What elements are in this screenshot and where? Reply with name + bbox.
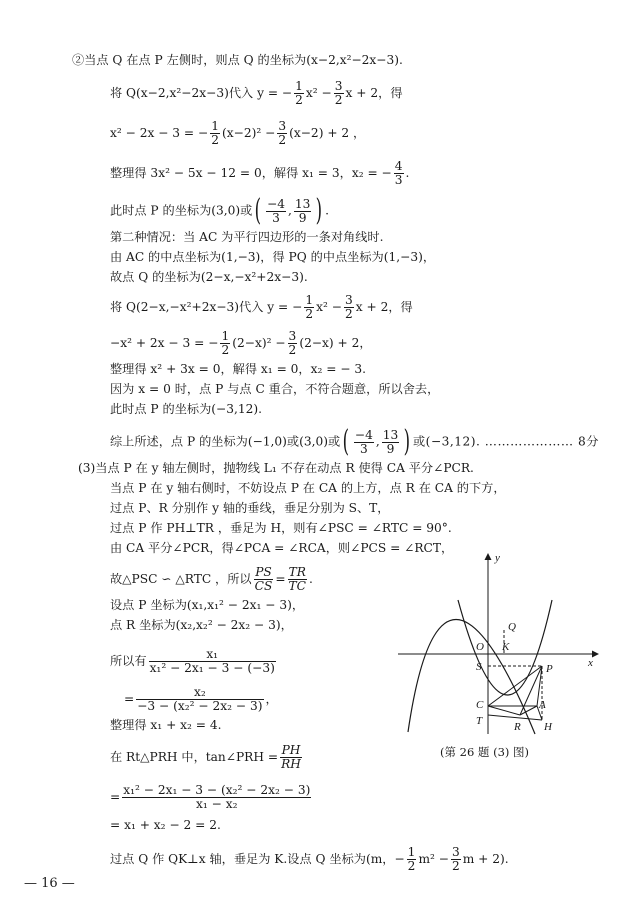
label-s: S bbox=[476, 661, 482, 673]
fraction-numerator: 3 bbox=[288, 329, 297, 343]
label-x: x bbox=[588, 657, 593, 669]
text-segment: x + 2，得 bbox=[355, 300, 413, 314]
fraction-denominator: CS bbox=[254, 579, 273, 593]
fraction-denominator: 2 bbox=[295, 93, 303, 107]
fraction-numerator: 3 bbox=[278, 119, 287, 133]
label-c: C bbox=[476, 699, 484, 711]
text-segment: 综上所述，点 P 的坐标为(−1,0)或(3,0)或 bbox=[110, 434, 341, 449]
segment-cr bbox=[488, 706, 520, 715]
fraction-denominator: 2 bbox=[344, 307, 353, 321]
fraction-numerator: x₂ bbox=[136, 686, 263, 700]
text-line bbox=[124, 686, 278, 713]
fraction bbox=[136, 686, 263, 713]
text-line bbox=[110, 744, 304, 771]
fraction bbox=[288, 330, 298, 357]
text-line: = x₁ + x₂ − 2 = 2. bbox=[110, 818, 221, 832]
segment-th bbox=[488, 715, 542, 720]
fraction bbox=[280, 744, 302, 771]
text-segment: x + 2，得 bbox=[345, 86, 403, 100]
fraction bbox=[382, 429, 400, 456]
label-t: T bbox=[476, 715, 483, 727]
text-segment: 过点 Q 作 QK⊥x 轴，垂足为 K.设点 Q 坐标为(m，− bbox=[110, 852, 405, 866]
text-line bbox=[110, 120, 365, 147]
figure-caption: (第 26 题 (3) 图) bbox=[440, 745, 530, 759]
fraction bbox=[394, 160, 404, 187]
text-segment: 整理得 3x² − 5x − 12 = 0，解得 x₁ = 3，x₂ = − bbox=[110, 166, 392, 180]
x-axis-arrow bbox=[592, 651, 599, 658]
fraction-numerator: −4 bbox=[354, 427, 373, 442]
fraction-numerator: PH bbox=[281, 743, 301, 757]
text-segment: . bbox=[309, 572, 313, 586]
fraction-numerator: 1 bbox=[305, 293, 314, 307]
text-line bbox=[110, 566, 313, 593]
label-o: O bbox=[476, 641, 484, 653]
text-segment: = bbox=[110, 790, 121, 804]
label-h: H bbox=[544, 721, 552, 733]
fraction-denominator: 2 bbox=[451, 859, 460, 873]
text-segment: 所以有 bbox=[110, 654, 147, 668]
fraction-denominator: 2 bbox=[211, 133, 219, 147]
y-axis-arrow bbox=[485, 553, 492, 560]
text-line: 整理得 x₁ + x₂ = 4. bbox=[110, 718, 222, 732]
text-segment: 故△PSC ∽ △RTC ，所以 bbox=[110, 572, 252, 586]
text-line: 由 CA 平分∠PCR，得∠PCA = ∠RCA，则∠PCS = ∠RCT， bbox=[110, 541, 454, 555]
fraction-numerator: 1 bbox=[211, 119, 219, 133]
text-line: 过点 P、R 分别作 y 轴的垂线，垂足分别为 S、T， bbox=[110, 501, 390, 515]
text-line: ②当点 Q 在点 P 左侧时，则点 Q 的坐标为(x−2,x²−2x−3). bbox=[72, 53, 403, 67]
text-segment: = bbox=[124, 692, 135, 706]
fraction-numerator: TR bbox=[288, 565, 306, 579]
fraction-denominator: 2 bbox=[305, 307, 314, 321]
text-line: 点 R 坐标为(x₂,x₂² − 2x₂ − 3)， bbox=[110, 618, 293, 632]
label-r: R bbox=[514, 721, 521, 733]
text-segment: (2−x) + 2， bbox=[299, 336, 372, 350]
text-segment: (x−2) + 2 ， bbox=[289, 126, 366, 140]
fraction-denominator: x₁² − 2x₁ − 3 − (−3) bbox=[149, 661, 275, 675]
fraction bbox=[220, 330, 230, 357]
fraction bbox=[354, 429, 374, 456]
text-segment: (x−2)² − bbox=[222, 126, 276, 140]
text-line bbox=[110, 294, 413, 321]
fraction-numerator: x₁² − 2x₁ − 3 − (x₂² − 2x₂ − 3) bbox=[123, 783, 311, 797]
text-line: 此时点 P 的坐标为(3,0)或( $\frac{-4}{3}$ , $\frac{13}{9}$ ) . bbox=[110, 193, 330, 228]
fraction bbox=[277, 120, 287, 147]
text-line: 设点 P 坐标为(x₁,x₁² − 2x₁ − 3)， bbox=[110, 598, 305, 612]
fraction bbox=[294, 80, 304, 107]
text-segment: 将 Q(x−2,x²−2x−3)代入 y = − bbox=[110, 86, 293, 100]
fraction bbox=[210, 120, 220, 147]
fraction bbox=[254, 566, 274, 593]
fraction-denominator: TC bbox=[288, 579, 306, 593]
fraction-numerator: 4 bbox=[394, 159, 403, 173]
fraction bbox=[334, 80, 344, 107]
text-segment: 或(−3,12). ………………… 8分 bbox=[413, 434, 599, 449]
segment-pc bbox=[488, 666, 542, 706]
fraction-numerator: 3 bbox=[344, 293, 353, 307]
text-line bbox=[110, 80, 403, 107]
text-segment: (2−x)² − bbox=[232, 336, 286, 350]
fraction-numerator: −4 bbox=[267, 196, 286, 211]
fraction bbox=[407, 846, 417, 873]
text-segment: x² − bbox=[316, 300, 342, 314]
text-segment: x² − bbox=[305, 86, 332, 100]
text-segment: 此时点 P 的坐标为(3,0)或 bbox=[110, 203, 253, 218]
fraction-numerator: 3 bbox=[451, 845, 460, 859]
fraction bbox=[288, 566, 307, 593]
geometry-figure bbox=[392, 548, 604, 738]
text-line bbox=[110, 330, 372, 357]
fraction bbox=[266, 198, 286, 225]
fraction bbox=[344, 294, 354, 321]
parabola-inverted bbox=[408, 619, 535, 734]
text-line: 综上所述，点 P 的坐标为(−1,0)或(3,0)或( $\frac{-4}{3}$ , $\frac{13}{9}$ ) 或(−3,12). ………………… 8分 bbox=[110, 424, 599, 459]
fraction-denominator: 3 bbox=[394, 173, 403, 187]
text-line: 整理得 x² + 3x = 0，解得 x₁ = 0，x₂ = − 3. bbox=[110, 362, 367, 376]
fraction-numerator: 1 bbox=[407, 845, 416, 859]
fraction-denominator: 2 bbox=[407, 859, 416, 873]
fraction-numerator: PS bbox=[255, 565, 272, 579]
fraction-numerator: 1 bbox=[221, 329, 230, 343]
fraction-numerator: 13 bbox=[294, 196, 311, 211]
fraction-denominator: −3 − (x₂² − 2x₂ − 3) bbox=[137, 699, 263, 713]
page-number: — 16 — bbox=[24, 876, 75, 891]
text-segment: −x² + 2x − 3 = − bbox=[110, 336, 219, 350]
fraction-numerator: 13 bbox=[382, 427, 399, 442]
text-line: 此时点 P 的坐标为(−3,12). bbox=[110, 402, 262, 416]
fraction-denominator: 2 bbox=[288, 343, 297, 357]
text-line bbox=[110, 784, 313, 811]
fraction bbox=[294, 198, 312, 225]
fraction-denominator: 2 bbox=[221, 343, 230, 357]
text-line bbox=[110, 846, 509, 873]
text-line: 因为 x = 0 时，点 P 与点 C 重合，不符合题意，所以舍去， bbox=[110, 382, 440, 396]
text-line: 由 AC 的中点坐标为(1,−3)，得 PQ 的中点坐标为(1,−3)， bbox=[110, 250, 436, 264]
fraction-denominator: RH bbox=[281, 757, 301, 771]
label-q: Q bbox=[508, 621, 516, 633]
fraction-numerator: 1 bbox=[295, 79, 303, 93]
text-segment: 将 Q(2−x,−x²+2x−3)代入 y = − bbox=[110, 300, 303, 314]
label-a: A bbox=[539, 699, 546, 711]
fraction-denominator: 9 bbox=[386, 441, 395, 456]
text-segment: m² − bbox=[418, 852, 449, 866]
fraction-denominator: 2 bbox=[278, 133, 287, 147]
fraction-denominator: 2 bbox=[334, 93, 343, 107]
fraction bbox=[149, 648, 276, 675]
fraction bbox=[304, 294, 314, 321]
text-segment: = bbox=[275, 572, 286, 586]
fraction-denominator: 3 bbox=[360, 441, 368, 456]
text-line: 第二种情况：当 AC 为平行四边形的一条对角线时. bbox=[110, 230, 384, 244]
text-segment: . bbox=[405, 166, 410, 180]
text-line: 过点 P 作 PH⊥TR ，垂足为 H，则有∠PSC = ∠RTC = 90°. bbox=[110, 521, 452, 535]
text-segment: m + 2). bbox=[462, 852, 509, 866]
fraction bbox=[122, 784, 311, 811]
text-segment: x² − 2x − 3 = − bbox=[110, 126, 209, 140]
label-y: y bbox=[495, 552, 500, 564]
label-k: K bbox=[502, 641, 510, 653]
fraction-numerator: 3 bbox=[334, 79, 343, 93]
fraction bbox=[451, 846, 461, 873]
text-line: 当点 P 在 y 轴右侧时，不妨设点 P 在 CA 的上方，点 R 在 CA 的下方， bbox=[110, 481, 506, 495]
fraction-denominator: 9 bbox=[298, 210, 307, 225]
fraction-numerator: x₁ bbox=[149, 648, 276, 662]
fraction-denominator: 3 bbox=[272, 210, 280, 225]
text-line: 故点 Q 的坐标为(2−x,−x²+2x−3). bbox=[110, 270, 308, 284]
text-line bbox=[110, 160, 409, 187]
fraction-denominator: x₁ − x₂ bbox=[196, 797, 238, 811]
text-line bbox=[110, 648, 278, 675]
text-segment: ， bbox=[265, 692, 278, 706]
label-p: P bbox=[546, 663, 553, 675]
text-line: (3)当点 P 在 y 轴左侧时，抛物线 L₁ 不存在动点 R 使得 CA 平分∠PCR. bbox=[78, 461, 474, 475]
text-segment: 在 Rt△PRH 中，tan∠PRH = bbox=[110, 750, 279, 764]
